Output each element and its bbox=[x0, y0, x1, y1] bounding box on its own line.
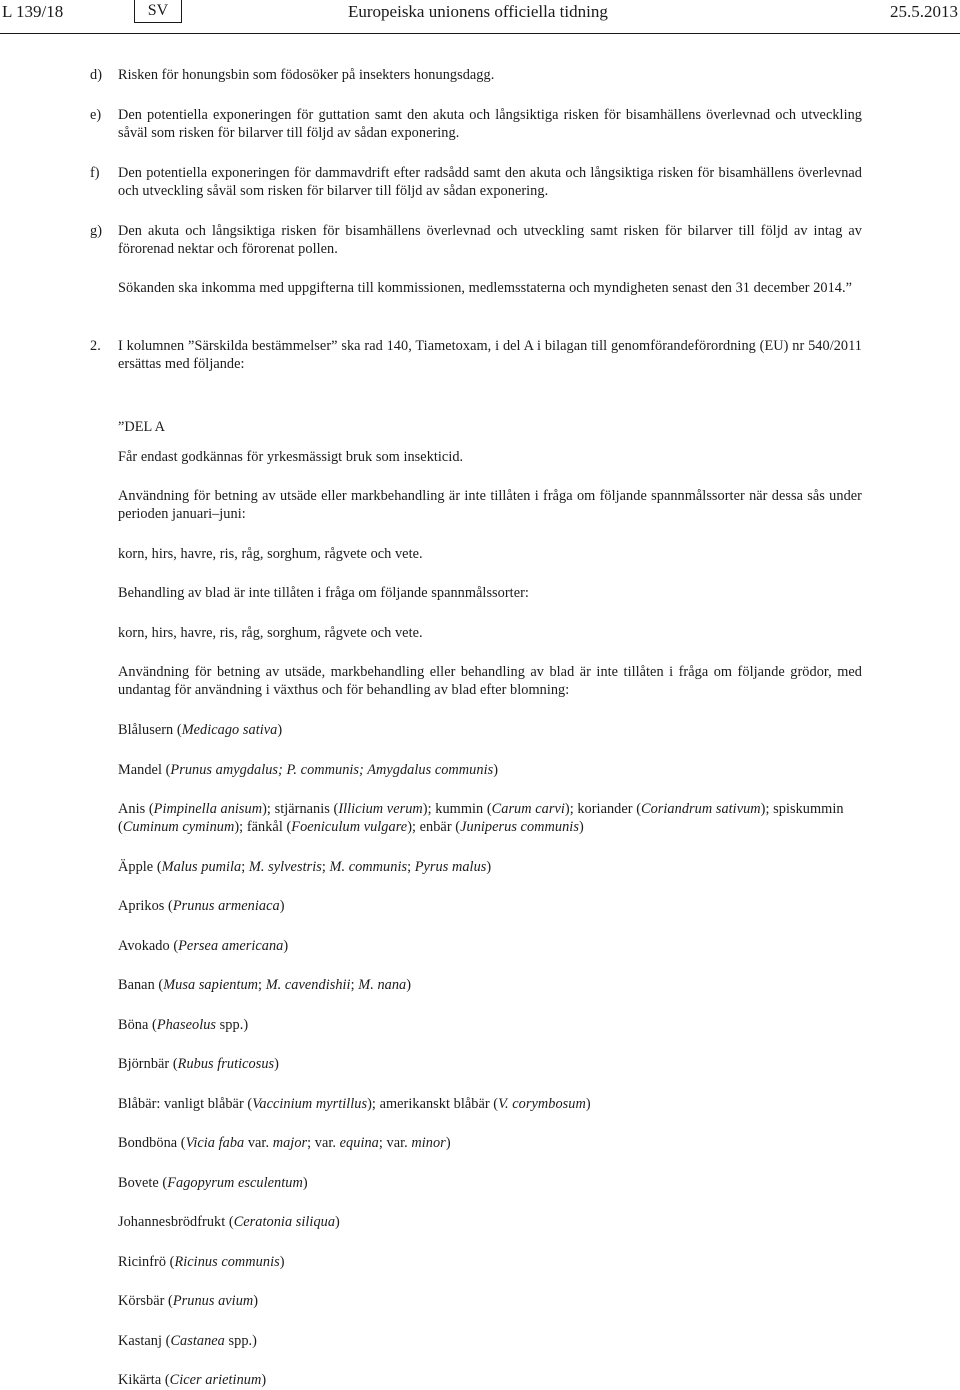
plant-text: ) bbox=[578, 818, 584, 835]
plant-entry bbox=[118, 1372, 868, 1390]
page-header bbox=[0, 0, 960, 26]
plant-entry bbox=[118, 859, 868, 877]
plant-text: ); stjärnanis ( bbox=[262, 801, 339, 817]
point-text: I kolumnen ”Särskilda bestämmelser” ska rad 140, Tiametoxam, i del A i bilagan till genomförandeförordning (EU) nr 540/2011 ersättas med följande: bbox=[118, 338, 862, 372]
plant-entry bbox=[118, 938, 868, 956]
crops-intro: Användning för betning av utsäde, markbehandling eller behandling av blad är inte tillåten i fråga om följande grödor, med undantag för användning i växthus och för behandling av blad efter blomning: bbox=[118, 664, 862, 698]
scientific-name: Fagopyrum esculentum bbox=[167, 1175, 303, 1191]
plant-text: Björnbär ( bbox=[118, 1056, 178, 1072]
scientific-name: Rubus fruticosus bbox=[177, 1056, 275, 1072]
plant-text: ; bbox=[407, 859, 415, 875]
scientific-name: Carum carvi bbox=[491, 801, 565, 817]
plant-entry bbox=[118, 977, 868, 995]
scientific-name: Cuminum cyminum bbox=[122, 818, 235, 835]
scientific-name: Coriandrum sativum bbox=[641, 801, 761, 817]
scientific-name: Prunus amygdalus; P. communis; Amygdalus communis bbox=[170, 762, 494, 778]
plant-entry bbox=[118, 1254, 868, 1272]
item-text: Den potentiella exponeringen för guttation samt den akuta och långsiktiga risken för bisamhällens överlevnad och utveckling såväl som risken för bilarver till följd av sådan exponering. bbox=[118, 107, 862, 141]
item-text: Risken för honungsbin som födosöker på insekters honungsdagg. bbox=[118, 67, 495, 83]
scientific-name: major bbox=[272, 1135, 308, 1151]
plant-text: ) bbox=[283, 938, 289, 954]
point-label: 2. bbox=[90, 338, 101, 354]
plant-text: ) bbox=[486, 859, 492, 875]
plant-text: ); spiskummin ( bbox=[118, 801, 844, 835]
plant-text: Banan ( bbox=[118, 977, 164, 993]
list-item-e bbox=[90, 107, 862, 142]
plant-entry bbox=[118, 1175, 868, 1193]
cereal-list-1: korn, hirs, havre, ris, råg, sorghum, rågvete och vete. bbox=[118, 546, 423, 562]
scientific-name: Illicium verum bbox=[338, 801, 423, 817]
plant-text: ) bbox=[493, 762, 499, 778]
plant-text: Avokado ( bbox=[118, 938, 179, 954]
header-rule bbox=[0, 33, 960, 34]
scientific-name: Juniperus communis bbox=[460, 818, 579, 835]
leaf-treatment-restriction: Behandling av blad är inte tillåten i fråga om följande spannmålssorter: bbox=[118, 585, 529, 601]
item-text: Den akuta och långsiktiga risken för bisamhällens överlevnad och utveckling samt risken för bilarver till följd av intag av förorenad nektar och förorenat pollen. bbox=[118, 223, 862, 257]
plant-entry bbox=[118, 1056, 868, 1074]
plant-entry bbox=[118, 1017, 868, 1035]
plant-text: Kastanj ( bbox=[118, 1333, 171, 1349]
plant-text: ); enbär ( bbox=[407, 818, 461, 835]
plant-text: ; var. bbox=[307, 1135, 340, 1151]
scientific-name: Vaccinium myrtillus bbox=[252, 1096, 368, 1112]
plant-entry bbox=[118, 1096, 868, 1114]
plant-entry bbox=[118, 1333, 868, 1351]
plant-entry bbox=[118, 1293, 868, 1311]
item-label: g) bbox=[90, 223, 103, 239]
plant-entry bbox=[118, 1214, 868, 1232]
scientific-name: Ricinus communis bbox=[174, 1254, 280, 1270]
plant-text: Bondböna ( bbox=[118, 1135, 186, 1151]
plant-text: spp.) bbox=[224, 1333, 257, 1349]
plant-text: ) bbox=[302, 1175, 308, 1191]
scientific-name: Ceratonia siliqua bbox=[233, 1214, 336, 1230]
scientific-name: Cicer arietinum bbox=[169, 1372, 262, 1388]
scientific-name: M. communis bbox=[329, 859, 408, 875]
journal-reference: L 139/18 bbox=[2, 2, 64, 21]
plant-text: Kikärta ( bbox=[118, 1372, 170, 1388]
plant-text: Blåbär: vanligt blåbär ( bbox=[118, 1096, 253, 1112]
plant-entry bbox=[118, 722, 868, 740]
scientific-name: M. sylvestris bbox=[248, 859, 322, 875]
plant-entry bbox=[118, 1135, 868, 1153]
scientific-name: Castanea bbox=[170, 1333, 225, 1349]
cereal-list-2: korn, hirs, havre, ris, råg, sorghum, rågvete och vete. bbox=[118, 625, 423, 641]
part-a-heading: ”DEL A bbox=[118, 419, 166, 435]
plant-text: spp.) bbox=[216, 1017, 249, 1033]
plant-text: ) bbox=[279, 898, 285, 914]
plant-text: ) bbox=[253, 1293, 259, 1309]
plant-text: Ricinfrö ( bbox=[118, 1254, 175, 1270]
scientific-name: V. corymbosum bbox=[498, 1096, 586, 1112]
plant-text: ) bbox=[585, 1096, 591, 1112]
plant-text: ; var. bbox=[378, 1135, 412, 1151]
submission-deadline-paragraph: Sökanden ska inkomma med uppgifterna till kommissionen, medlemsstaterna och myndigheten senast den 31 december 2014.” bbox=[118, 280, 853, 296]
scientific-name: Musa sapientum bbox=[163, 977, 259, 993]
plant-entry bbox=[118, 762, 868, 780]
list-item-d bbox=[90, 67, 862, 85]
plant-text: ) bbox=[406, 977, 412, 993]
scientific-name: Prunus avium bbox=[172, 1293, 254, 1309]
scientific-name: Vicia faba bbox=[185, 1135, 245, 1151]
seed-treatment-restriction: Användning för betning av utsäde eller markbehandling är inte tillåten i fråga om följande spannmålssorter när dessa sås under perioden januari–juni: bbox=[118, 488, 862, 522]
plant-text: ) bbox=[279, 1254, 285, 1270]
scientific-name: M. nana bbox=[358, 977, 407, 993]
plant-text: ) bbox=[261, 1372, 267, 1388]
plant-text: ) bbox=[335, 1214, 340, 1230]
scientific-name: Foeniculum vulgare bbox=[291, 818, 408, 835]
scientific-name: Persea americana bbox=[178, 938, 284, 954]
plant-text: ) bbox=[274, 1056, 279, 1072]
plant-text: ) bbox=[445, 1135, 451, 1151]
plant-text: ; bbox=[258, 977, 266, 993]
plant-text: ); fänkål ( bbox=[234, 818, 292, 835]
plant-entry bbox=[118, 801, 868, 836]
item-label: e) bbox=[90, 107, 102, 123]
item-label: d) bbox=[90, 67, 103, 83]
scientific-name: M. cavendishii bbox=[265, 977, 351, 993]
plant-text: Blålusern ( bbox=[118, 722, 182, 738]
journal-title: Europeiska unionens officiella tidning bbox=[348, 2, 608, 21]
plant-text: Johannesbrödfrukt ( bbox=[118, 1214, 234, 1230]
scientific-name: Medicago sativa bbox=[181, 722, 278, 738]
numbered-point-2 bbox=[90, 338, 862, 373]
plant-text: Mandel ( bbox=[118, 762, 171, 778]
scientific-name: minor bbox=[411, 1135, 446, 1151]
item-text: Den potentiella exponeringen för dammavdrift efter radsådd samt den akuta och långsiktiga risken för bisamhällens överlevnad och utveckling såväl som risken för bilarver till följd av sådan exponering. bbox=[118, 165, 862, 199]
plant-entry bbox=[118, 898, 868, 916]
plant-text: var. bbox=[244, 1135, 273, 1151]
item-label: f) bbox=[90, 165, 100, 181]
plant-text: Bovete ( bbox=[118, 1175, 168, 1191]
plant-text: ; bbox=[321, 859, 330, 875]
scientific-name: equina bbox=[339, 1135, 379, 1151]
scientific-name: Pyrus malus bbox=[414, 859, 487, 875]
plant-text: ); koriander ( bbox=[564, 801, 642, 817]
list-item-g bbox=[90, 223, 862, 258]
scientific-name: Phaseolus bbox=[156, 1017, 217, 1033]
approval-restriction: Får endast godkännas för yrkesmässigt bruk som insekticid. bbox=[118, 449, 464, 465]
plant-text: Böna ( bbox=[118, 1017, 157, 1033]
plant-text: ); amerikanskt blåbär ( bbox=[367, 1096, 499, 1112]
plant-text: ); kummin ( bbox=[422, 801, 492, 817]
publication-date: 25.5.2013 bbox=[890, 2, 958, 21]
language-badge: SV bbox=[134, 0, 182, 23]
plant-text: Körsbär ( bbox=[118, 1293, 173, 1309]
plant-text: Äpple ( bbox=[118, 859, 162, 875]
plant-text: ; bbox=[350, 977, 359, 993]
scientific-name: Pimpinella anisum bbox=[153, 801, 263, 817]
plant-text: Aprikos ( bbox=[118, 898, 173, 914]
list-item-f bbox=[90, 165, 862, 200]
plant-text: Anis ( bbox=[118, 801, 154, 817]
scientific-name: Malus pumila bbox=[161, 859, 242, 875]
plant-text: ) bbox=[277, 722, 283, 738]
plant-text: ; bbox=[241, 859, 249, 875]
scientific-name: Prunus armeniaca bbox=[172, 898, 280, 914]
